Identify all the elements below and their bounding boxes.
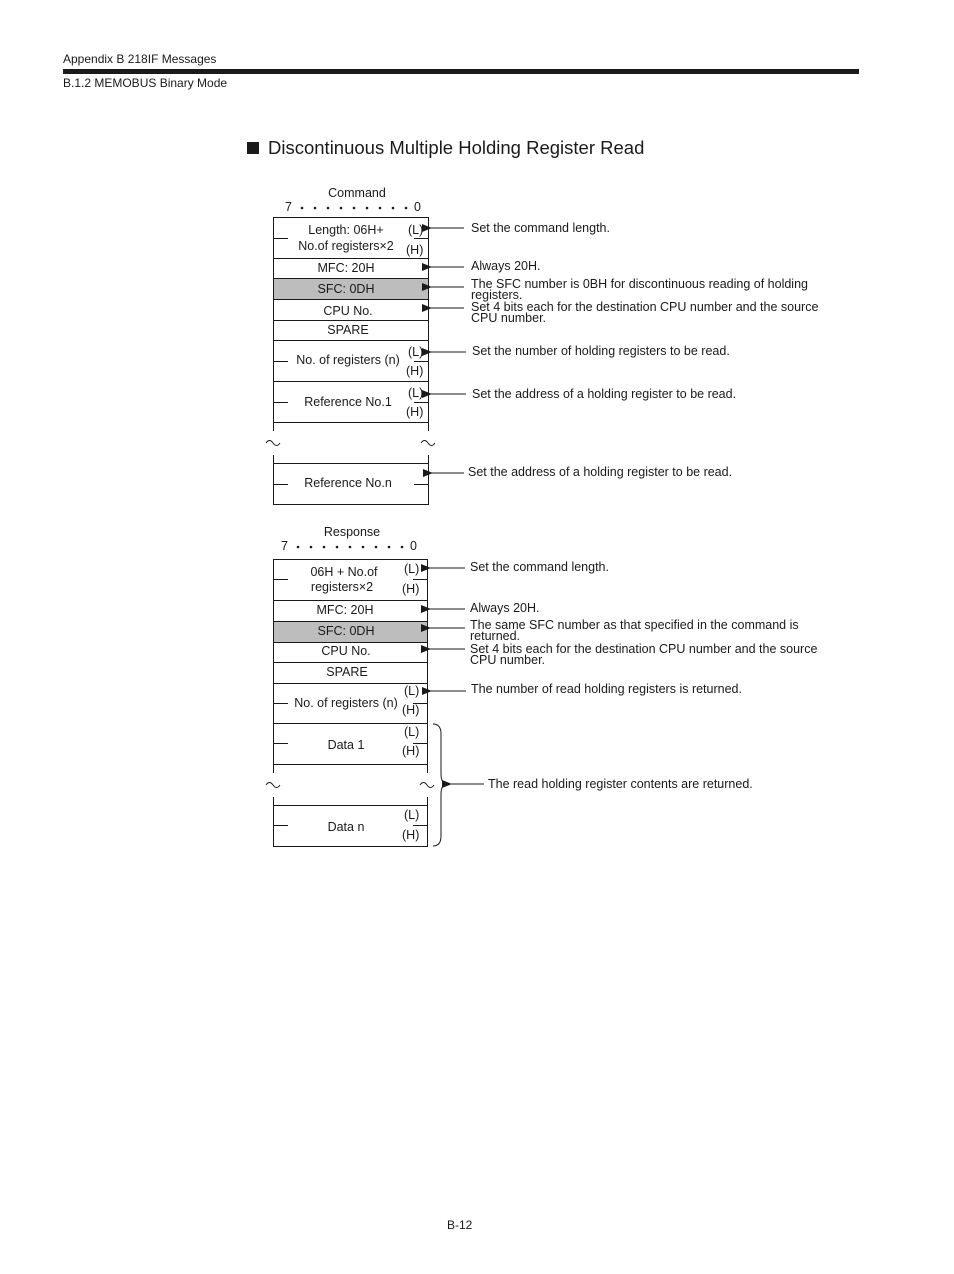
rsp-note-data: The read holding register contents are returned. [488, 777, 753, 791]
cmd-note-refn: Set the address of a holding register to be read. [468, 465, 733, 479]
page-title-text: Discontinuous Multiple Holding Register Read [268, 137, 645, 158]
cmd-note-length: Set the command length. [471, 221, 610, 235]
cmd-note-sfc-line1: The SFC number is 0BH for discontinuous reading of holding [471, 277, 808, 291]
response-bit-low: 0 [410, 539, 417, 553]
rsp-note-sfc-line2: returned. [470, 629, 521, 643]
command-label: Command [328, 186, 386, 200]
cmd-length-line1: Length: 06H+ [308, 223, 384, 237]
rsp-num-regs: No. of registers (n) [294, 696, 398, 710]
rsp-note-cpu-line2: CPU number. [470, 653, 546, 667]
cmd-numregs-l: (L) [408, 345, 424, 359]
rsp-note-mfc: Always 20H. [470, 601, 540, 615]
rsp-note-num-regs: The number of read holding registers is returned. [471, 682, 742, 696]
header-section: B.1.2 MEMOBUS Binary Mode [63, 76, 228, 90]
cmd-sfc: SFC: 0DH [317, 282, 375, 296]
rsp-note-sfc-line1: The same SFC number as that specified in the command is [470, 618, 799, 632]
rsp-datan-h: (H) [402, 828, 420, 842]
cmd-ref1-h: (H) [406, 405, 424, 419]
rsp-numregs-l: (L) [404, 684, 420, 698]
rsp-note-cpu-line1: Set 4 bits each for the destination CPU number and the source [470, 642, 818, 656]
cmd-note-sfc-line2: registers. [471, 288, 523, 302]
rsp-mfc: MFC: 20H [316, 603, 374, 617]
cmd-note-ref1: Set the address of a holding register to be read. [472, 387, 737, 401]
cmd-length-h: (H) [406, 243, 424, 257]
command-bit-low: 0 [414, 200, 421, 214]
cmd-num-regs: No. of registers (n) [296, 353, 400, 367]
cmd-ref1: Reference No.1 [304, 395, 392, 409]
rsp-length-line2: registers×2 [310, 580, 374, 594]
response-bit-high: 7 [281, 539, 288, 553]
cmd-note-cpu-line1: Set 4 bits each for the destination CPU number and the source [471, 300, 819, 314]
rsp-data1-l: (L) [404, 725, 420, 739]
cmd-length-l: (L) [408, 223, 424, 237]
rsp-numregs-h: (H) [402, 703, 420, 717]
rsp-sfc: SFC: 0DH [317, 624, 375, 638]
cmd-ref1-l: (L) [408, 386, 424, 400]
rsp-datan: Data n [327, 820, 365, 834]
cmd-cpu: CPU No. [323, 304, 373, 318]
cmd-refn: Reference No.n [304, 476, 392, 490]
rsp-note-length: Set the command length. [470, 560, 609, 574]
cmd-note-cpu-line2: CPU number. [471, 311, 547, 325]
cmd-numregs-h: (H) [406, 364, 424, 378]
cmd-note-mfc: Always 20H. [471, 259, 541, 273]
cmd-length-line2: No.of registers×2 [298, 239, 394, 253]
rsp-datan-l: (L) [404, 808, 420, 822]
cmd-spare: SPARE [327, 323, 369, 337]
rsp-cpu: CPU No. [321, 644, 371, 658]
rsp-length-l: (L) [404, 562, 420, 576]
response-label: Response [323, 525, 381, 539]
command-bit-high: 7 [285, 200, 292, 214]
cmd-note-num-regs: Set the number of holding registers to be read. [472, 344, 730, 358]
page-number: B-12 [447, 1218, 473, 1232]
rsp-spare: SPARE [326, 665, 368, 679]
rsp-length-line1: 06H + No.of [310, 565, 378, 579]
cmd-mfc: MFC: 20H [317, 261, 375, 275]
rsp-data1-h: (H) [402, 744, 420, 758]
header-appendix: Appendix B 218IF Messages [63, 52, 217, 66]
rsp-length-h: (H) [402, 582, 420, 596]
rsp-data1: Data 1 [327, 738, 365, 752]
